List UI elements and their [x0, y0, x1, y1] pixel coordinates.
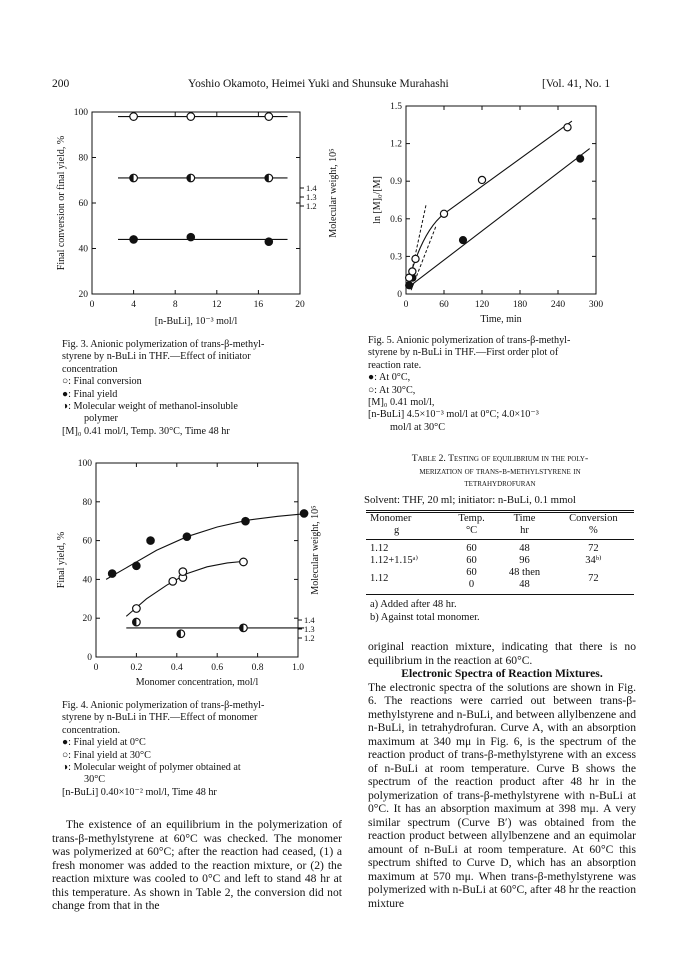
right-column-text: [368, 640, 636, 910]
legend-text: : Final yield: [68, 388, 118, 400]
table-cell: 1.12+1.15ᵃ⁾: [370, 555, 419, 566]
data-point-filled: [459, 237, 466, 244]
y-tick-label: 1.2: [390, 139, 402, 150]
table-row: [366, 567, 634, 591]
left-column-text: [52, 818, 342, 913]
caption-line: Fig. 5. Anionic polymerization of trans-β-methyl-: [368, 335, 571, 346]
y-tick-label: 40: [82, 575, 92, 586]
x-tick-label: 0: [403, 300, 409, 310]
caption-line: styrene by n-BuLi in THF.—First order plot of: [368, 347, 559, 359]
header-cell: Conversion: [569, 513, 618, 524]
y-axis-label: ln [M]₀/[M]: [372, 176, 383, 224]
paragraph: The electronic spectra of the solutions are shown in Fig. 6. The reactions were carried out between trans-β-methylstyrene and n-BuLi, and between allylbenzene and n-BuLi, in tetrahydrofuran. Curve A, with an absorption maximum at 340 mμ in Fig. 6, is the spectrum of the reaction product of trans-β-methylstyrene with an excess of n-BuLi at room temperature. Curve B shows the spectrum of the reaction product after 48 hr in the polymerization of trans-β-methylstyrene with n-BuLi at 0°C. It has an absorption maximum at 398 mμ. A very similar spectrum (Curve B′) was obtained from the reaction product between allylbenzene and an equimolar amount of n-BuLi at room temperature. At 60°C this spectrum shifted to Curve D, which has an absorption maximum at 570 mμ. When trans-β-methylstyrene was polymerized with n-BuLi at 60°C, after 48 hr the reaction mixture: [368, 680, 636, 910]
data-point-open: [440, 210, 447, 217]
x-tick-label: 20: [295, 300, 305, 310]
table-cell: 60: [466, 543, 477, 554]
legend-symbol: ◑: [62, 401, 69, 413]
y-tick-label: 100: [73, 108, 88, 118]
data-point-filled: [265, 238, 273, 246]
table-title-line: tetrahydrofuran: [464, 478, 536, 490]
x-tick-label: 0: [89, 300, 95, 310]
data-point-filled: [406, 282, 413, 289]
header-cell: Monomer: [370, 513, 412, 524]
caption-line: styrene by n-BuLi in THF.—Effect of initiator: [62, 351, 251, 363]
data-point-filled: [133, 562, 141, 570]
table-cell: 60 0: [466, 567, 477, 590]
header-unit: hr: [520, 525, 529, 536]
data-point-open: [179, 568, 187, 576]
x-tick-label: 1.0: [292, 663, 304, 673]
data-point-filled: [183, 533, 191, 541]
legend-continuation: polymer: [84, 413, 118, 425]
legend-text: : Molecular weight of methanol-insoluble: [68, 401, 238, 413]
fig3-chart: [52, 104, 348, 326]
table-row: [366, 543, 634, 555]
page-number: 200: [52, 78, 70, 90]
x-tick-label: 240: [550, 300, 566, 310]
y-tick-label: 0.6: [390, 214, 402, 225]
fig3-caption: [62, 339, 342, 438]
section-heading: Electronic Spectra of Reaction Mixtures.: [401, 667, 603, 680]
legend-text: : Final conversion: [68, 376, 142, 388]
y2-tick-label: 1.2: [306, 201, 317, 211]
y-axis-label: Final conversion or final yield, %: [56, 135, 67, 271]
data-point-filled: [108, 570, 116, 578]
fit-curve-30C: [408, 121, 572, 284]
x-tick-label: 0.2: [130, 663, 143, 673]
legend-symbol: ◑: [62, 762, 69, 774]
plot-frame: [92, 112, 300, 294]
plot-frame: [406, 106, 596, 294]
table-cell: 60: [466, 555, 477, 566]
header-unit: %: [588, 525, 598, 536]
data-point-open: [187, 113, 195, 121]
fig4-conditions: [n-BuLi] 0.40×10⁻² mol/l, Time 48 hr: [62, 786, 217, 798]
y-tick-label: 40: [78, 244, 88, 255]
y-tick-label: 60: [78, 199, 88, 209]
fig5-chart: [368, 98, 630, 328]
data-point-open: [240, 558, 248, 566]
data-point-open: [265, 113, 273, 121]
fig5-caption: [368, 335, 634, 434]
legend-text: : Final yield at 30°C: [68, 749, 151, 761]
x-tick-label: 8: [172, 300, 178, 310]
y2-axis-label: Molecular weight, 10⁵: [328, 148, 339, 238]
x-tick-label: 4: [131, 300, 136, 310]
legend-symbol: ○: [62, 749, 69, 761]
table-cell: 48 then 48: [508, 567, 541, 590]
legend-item: [368, 385, 634, 397]
caption-line: reaction rate.: [368, 359, 422, 371]
data-point-filled: [187, 233, 195, 241]
data-point-open: [478, 176, 485, 183]
legend-item: [62, 762, 342, 774]
legend-item: [62, 750, 342, 762]
fit-line-0C: [411, 149, 590, 286]
conditions-line: [n-BuLi] 4.5×10⁻³ mol/l at 0°C; 4.0×10⁻³: [368, 409, 539, 421]
x-tick-label: 60: [439, 300, 449, 310]
legend-text: : Final yield at 0°C: [68, 737, 146, 749]
table-title-line: Table 2. Testing of equilibrium in the poly-: [411, 453, 589, 464]
data-point-filled: [577, 155, 584, 162]
y2-tick-label: 1.3: [304, 624, 315, 634]
x-tick-label: 0.8: [251, 663, 264, 673]
x-axis-label: Monomer concentration, mol/l: [135, 677, 259, 687]
data-point-open: [130, 113, 138, 121]
paragraph: original reaction mixture, indicating that there is no equilibrium in the reaction at 60°C.: [368, 640, 636, 667]
data-point-open: [412, 255, 419, 262]
header-unit: °C: [465, 525, 478, 536]
table2-title: [360, 453, 640, 491]
conditions-line: [M]₀ 0.41 mol/l,: [368, 397, 435, 409]
y2-tick-label: 1.2: [304, 633, 315, 643]
caption-line: concentration: [62, 363, 118, 375]
data-point-filled: [242, 517, 250, 525]
y-tick-label: 0.3: [390, 252, 402, 263]
y-tick-label: 0.9: [390, 177, 402, 188]
table-cell: 72: [588, 543, 599, 554]
y-tick-label: 1.5: [390, 102, 402, 112]
legend-continuation: 30°C: [84, 774, 106, 786]
fig4-chart: [52, 455, 348, 687]
footnote: a) Added after 48 hr.: [370, 599, 457, 610]
data-point-open: [169, 578, 177, 586]
x-tick-label: 300: [588, 300, 604, 310]
data-point-open: [133, 605, 141, 613]
running-authors: Yoshio Okamoto, Heimei Yuki and Shunsuke Murahashi: [188, 78, 449, 90]
table-cell: 72: [588, 573, 599, 584]
caption-line: concentration.: [62, 724, 120, 736]
conditions-line: mol/l at 30°C: [390, 421, 446, 433]
legend-text: : At 30°C,: [374, 384, 416, 396]
x-tick-label: 0.4: [170, 663, 183, 673]
legend-symbol: ●: [368, 372, 375, 384]
header-unit: g: [394, 525, 400, 536]
table-header-row: [366, 513, 634, 537]
y-tick-label: 80: [78, 153, 88, 164]
data-point-filled: [130, 236, 138, 244]
legend-symbol: ●: [62, 737, 69, 749]
x-axis-label: [n-BuLi], 10⁻³ mol/l: [154, 316, 238, 326]
legend-item: [368, 372, 634, 384]
table-cell: 96: [519, 555, 530, 566]
footnote: b) Against total monomer.: [370, 611, 480, 623]
fig3-conditions: [M]₀ 0.41 mol/l, Temp. 30°C, Time 48 hr: [62, 425, 230, 437]
y-tick-label: 20: [82, 614, 92, 625]
caption-line: styrene by n-BuLi in THF.—Effect of monomer: [62, 712, 258, 724]
caption-line: Fig. 3. Anionic polymerization of trans-β-methyl-: [62, 339, 265, 350]
y-tick-label: 20: [78, 290, 88, 300]
y2-tick-label: 1.4: [304, 615, 315, 625]
y-tick-label: 60: [82, 536, 92, 547]
x-tick-label: 0: [93, 663, 99, 673]
fig4-caption: [62, 700, 342, 799]
data-point-open: [409, 268, 416, 275]
x-tick-label: 16: [253, 300, 264, 310]
caption-line: Fig. 4. Anionic polymerization of trans-β-methyl-: [62, 700, 265, 711]
legend-symbol: ●: [62, 388, 69, 400]
x-tick-label: 120: [474, 300, 490, 310]
table-title-line: merization of trans-β-methylstyrene in: [419, 465, 581, 477]
y2-axis-label: Molecular weight, 10⁵: [310, 505, 321, 595]
y-tick-label: 80: [82, 497, 92, 508]
legend-text: : At 0°C,: [374, 372, 411, 384]
x-axis-label: Time, min: [480, 314, 522, 325]
table2-grid: [366, 513, 634, 591]
table2: [366, 510, 634, 624]
table-row: [366, 555, 634, 567]
fit-curve-30C: [126, 561, 247, 616]
y-tick-label: 100: [77, 459, 92, 469]
legend-item: [62, 376, 342, 388]
x-tick-label: 180: [512, 300, 528, 310]
table-cell: 1.12: [370, 543, 389, 554]
y2-tick-label: 1.4: [306, 183, 317, 193]
legend-item: [62, 737, 342, 749]
table2-footnotes: [366, 599, 634, 624]
legend-text: : Molecular weight of polymer obtained at: [68, 762, 241, 774]
legend-item: [62, 389, 342, 401]
x-tick-label: 0.6: [211, 663, 224, 673]
paragraph: The existence of an equilibrium in the polymerization of trans-β-methylstyrene at 60°C was checked. The monomer was polymerized at 60°C; after the reaction had ceased, (1) a fresh monomer was added to the reaction mixture, or (2) the reaction mixture was cooled to 0°C and left to stand 48 hr at this temperature. As shown in Table 2, the conversion did not change from that in the: [52, 818, 342, 912]
legend-item: [62, 401, 342, 413]
y-axis-label: Final yield, %: [56, 531, 67, 589]
y2-tick-label: 1.3: [306, 192, 317, 202]
header-cell: Temp.: [458, 513, 485, 524]
data-point-open: [564, 124, 571, 131]
legend-symbol: ○: [62, 376, 69, 388]
table-cell: 1.12: [370, 573, 389, 584]
table2-solvent-line: Solvent: THF, 20 ml; initiator: n-BuLi, 0.1 mmol: [364, 494, 576, 506]
y-tick-label: 0: [397, 290, 402, 300]
volume-info: [Vol. 41, No. 1: [542, 78, 611, 90]
x-tick-label: 12: [212, 300, 222, 310]
table-cell: 34ᵇ⁾: [585, 555, 602, 566]
data-point-filled: [147, 537, 155, 545]
data-point-filled: [300, 510, 308, 518]
legend-symbol: ○: [368, 384, 375, 396]
table-cell: 48: [519, 543, 530, 554]
header-cell: Time: [513, 513, 536, 524]
y-tick-label: 0: [87, 653, 92, 663]
